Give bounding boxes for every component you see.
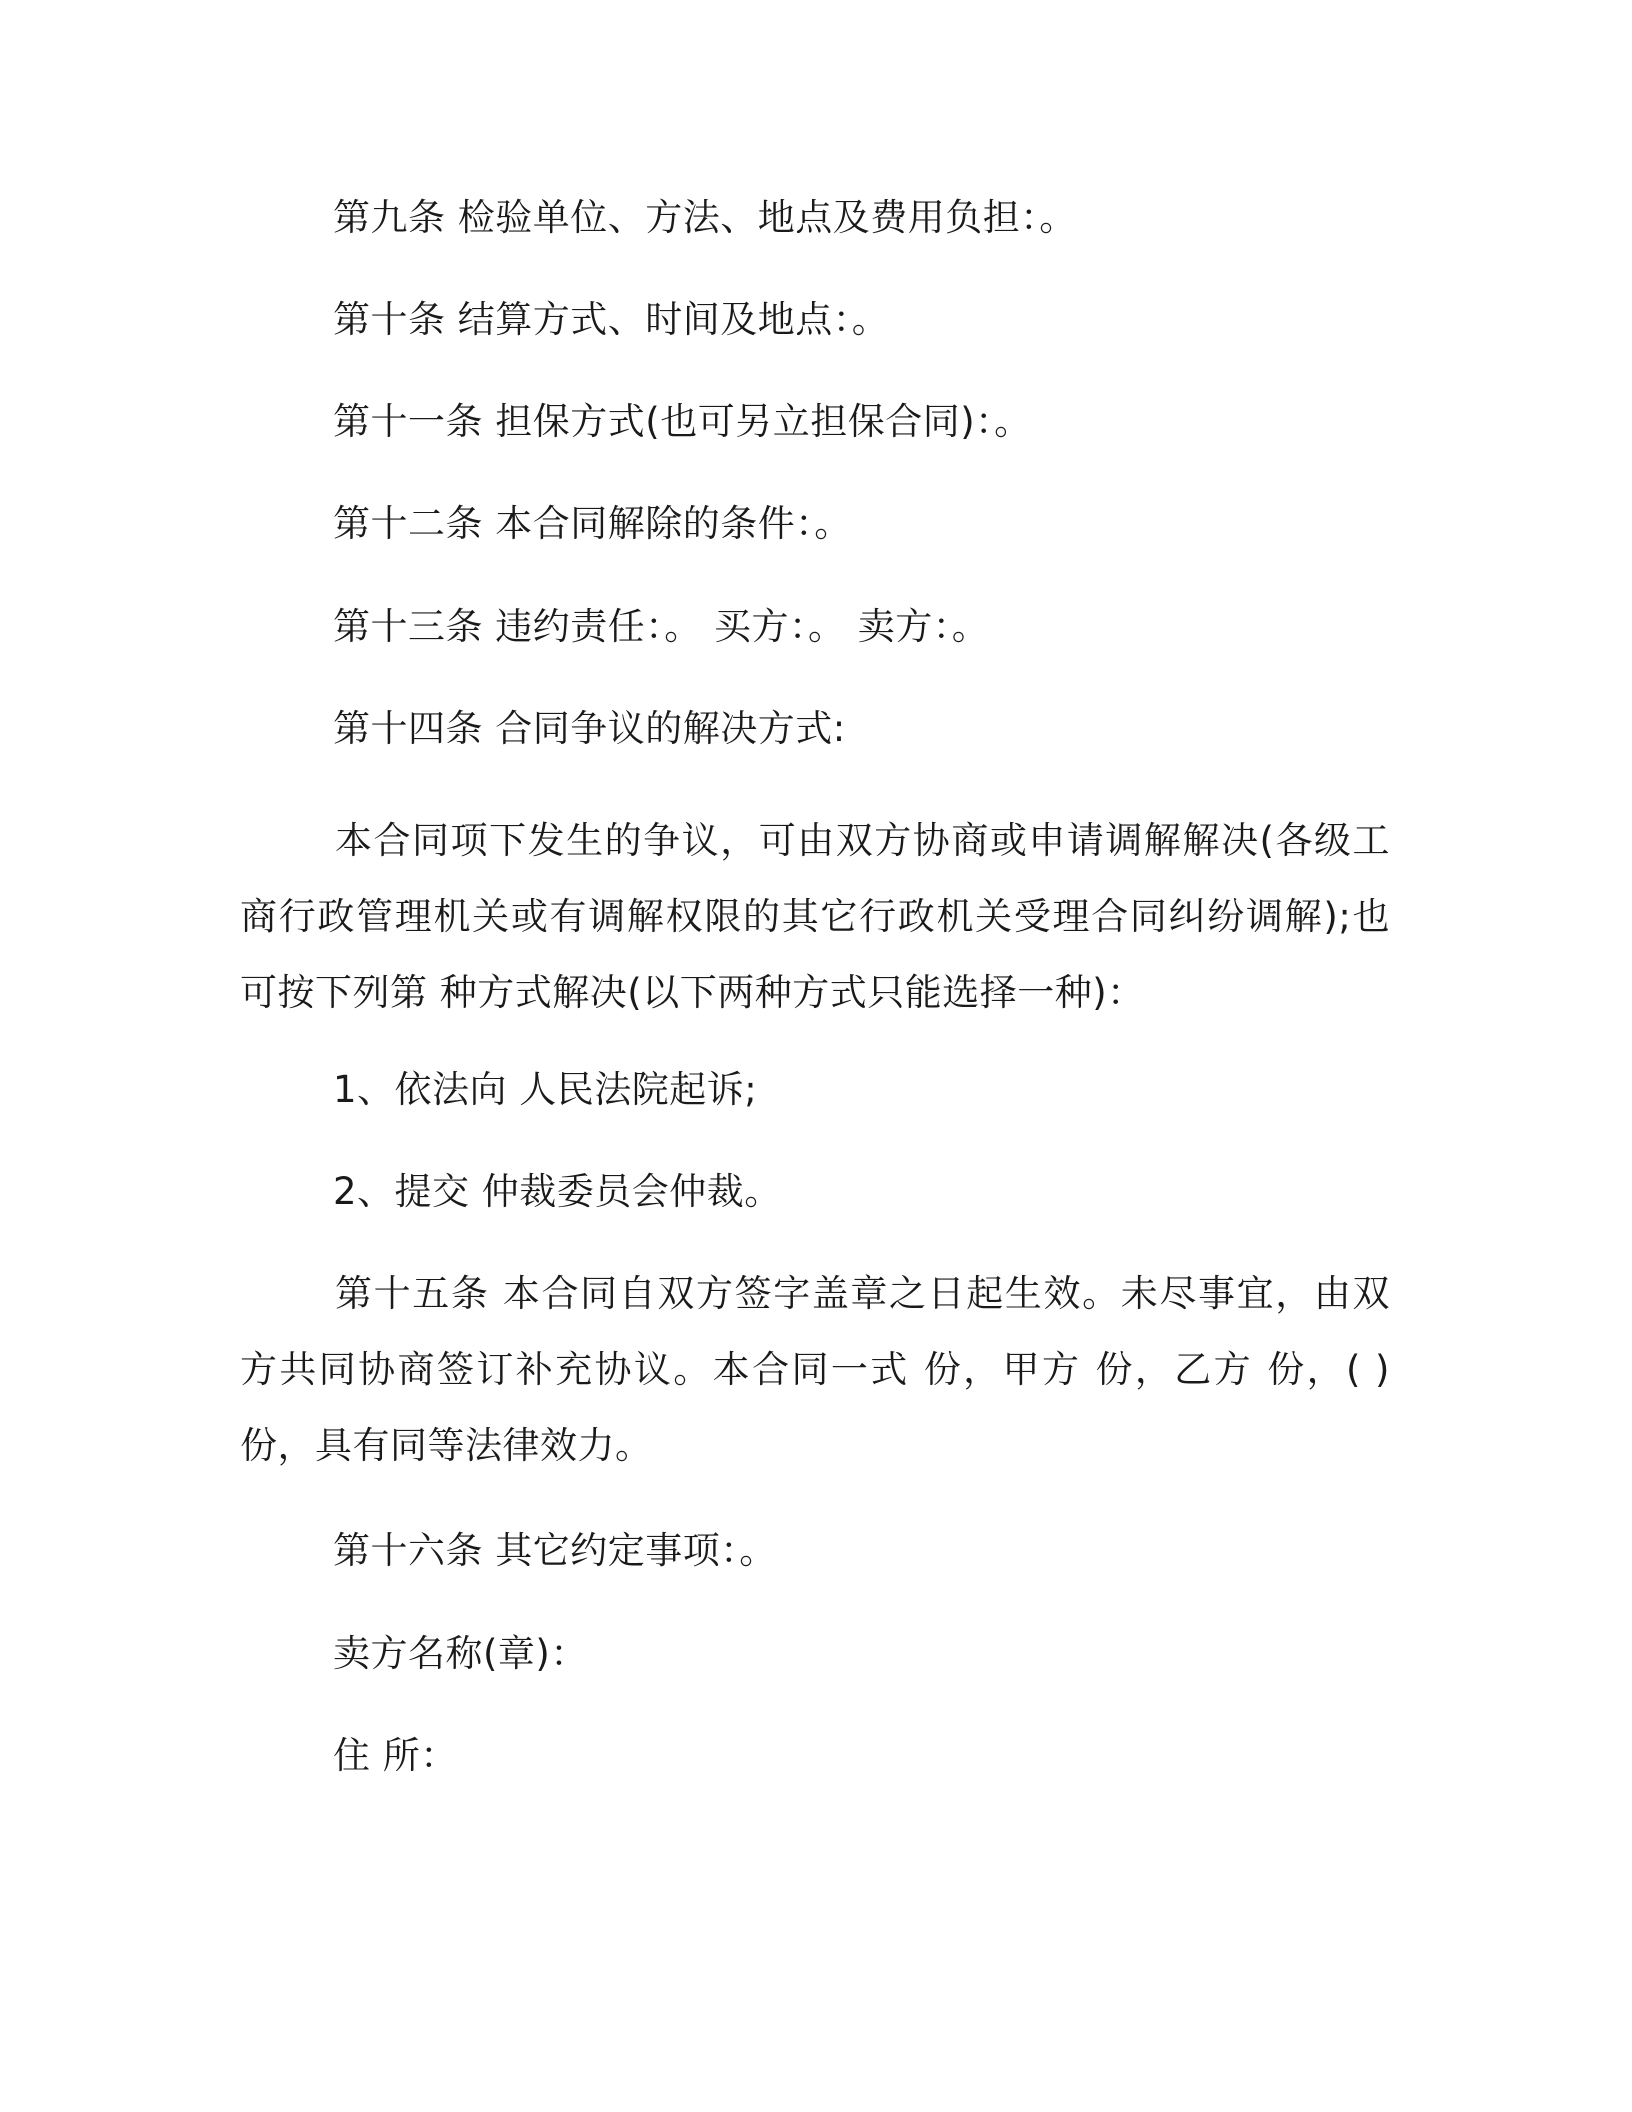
clause-12: 第十二条 本合同解除的条件：。	[333, 502, 852, 545]
clause-13: 第十三条 违约责任：。 买方：。 卖方：。	[333, 605, 990, 648]
clause-14-option-2: 2、提交 仲裁委员会仲裁。	[333, 1170, 782, 1213]
clause-14-option-1: 1、依法向 人民法院起诉;	[333, 1068, 758, 1111]
clause-11: 第十一条 担保方式(也可另立担保合同)：。	[333, 400, 1032, 443]
clause-10: 第十条 结算方式、时间及地点：。	[333, 298, 890, 341]
clause-14-body: 本合同项下发生的争议，可由双方协商或申请调解解决(各级工商行政管理机关或有调解权限的其它行政机关受理合同纠纷调解);也可按下列第 种方式解决(以下两种方式只能选择一种)：	[240, 819, 1390, 1014]
address-label: 住 所：	[333, 1734, 458, 1777]
clause-15: 第十五条 本合同自双方签字盖章之日起生效。未尽事宜，由双方共同协商签订补充协议。本合同一式 份，甲方 份，乙方 份，( ) 份，具有同等法律效力。	[240, 1272, 1390, 1467]
clause-16: 第十六条 其它约定事项：。	[333, 1529, 777, 1572]
clause-14: 第十四条 合同争议的解决方式:	[333, 707, 846, 750]
seller-name-label: 卖方名称(章)：	[333, 1632, 588, 1675]
clause-9: 第九条 检验单位、方法、地点及费用负担：。	[333, 196, 1077, 239]
